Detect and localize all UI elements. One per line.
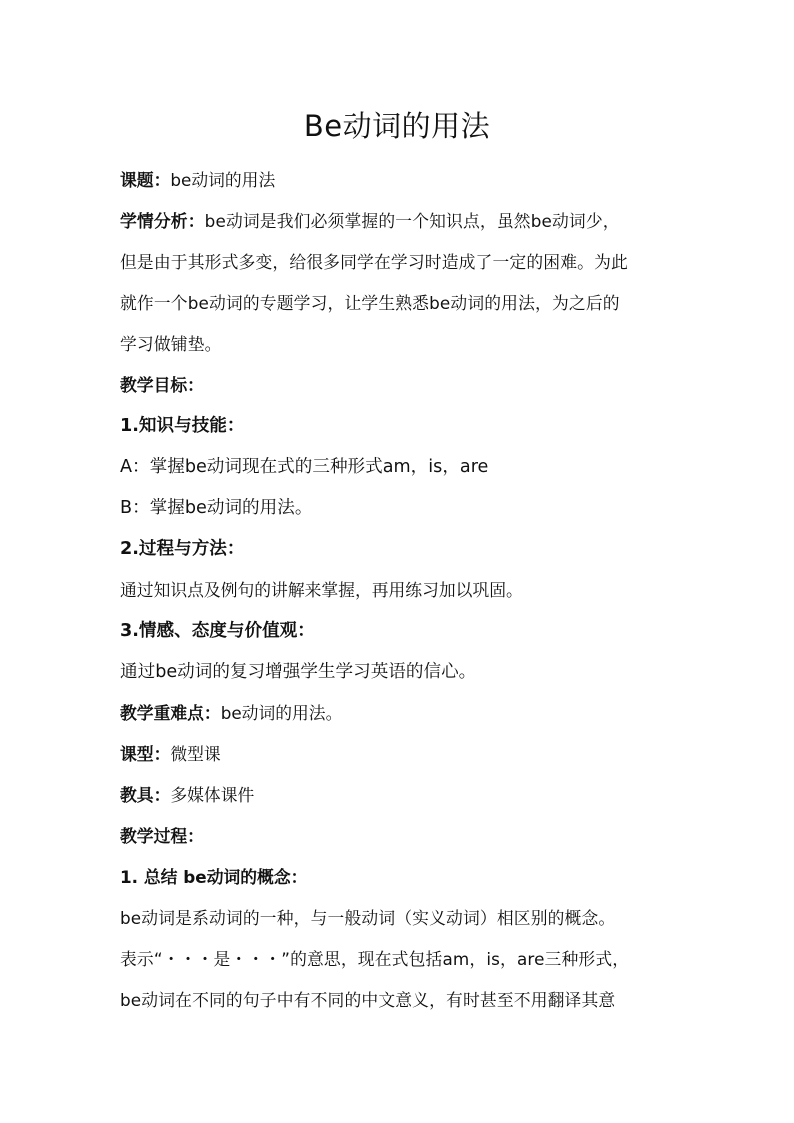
process-text: 通过知识点及例句的讲解来掌握，再用练习加以巩固。 bbox=[120, 580, 523, 600]
topic-value: be动词的用法 bbox=[170, 170, 276, 190]
knowledge-heading: 1.知识与技能： bbox=[120, 416, 245, 436]
key-points-label: 教学重难点： bbox=[120, 703, 221, 723]
procedure-row bbox=[120, 816, 680, 857]
step1-line-1: be动词是系动词的一种，与一般动词（实义动词）相区别的概念。 bbox=[120, 908, 616, 928]
process-heading: 2.过程与方法： bbox=[120, 539, 245, 559]
step1-heading-row bbox=[120, 857, 680, 898]
lesson-type-value: 微型课 bbox=[170, 744, 221, 764]
analysis-line-1 bbox=[120, 201, 680, 242]
analysis-line-4: 学习做铺垫。 bbox=[120, 334, 222, 354]
step1-line-3: be动词在不同的句子中有不同的中文意义，有时甚至不用翻译其意 bbox=[120, 990, 616, 1010]
document-title: Be动词的用法 bbox=[303, 109, 491, 143]
key-points-row bbox=[120, 693, 680, 734]
goals-label: 教学目标： bbox=[120, 375, 204, 395]
procedure-label: 教学过程： bbox=[120, 826, 204, 846]
process-heading-row bbox=[120, 529, 680, 570]
key-points-value: be动词的用法。 bbox=[220, 703, 343, 723]
analysis-label: 学情分析： bbox=[120, 211, 205, 231]
tools-value: 多媒体课件 bbox=[170, 785, 255, 805]
step1-heading: 1. 总结 be动词的概念： bbox=[120, 867, 308, 887]
tools-label: 教具： bbox=[120, 785, 171, 805]
analysis-line-3: 就作一个be动词的专题学习，让学生熟悉be动词的用法，为之后的 bbox=[120, 293, 620, 313]
knowledge-item-a: A：掌握be动词现在式的三种形式am，is，are bbox=[120, 457, 489, 477]
step1-line-2: 表示“・・・是・・・”的意思，现在式包括am，is，are三种形式， bbox=[120, 949, 630, 969]
knowledge-heading-row bbox=[120, 406, 680, 447]
knowledge-item-b: B：掌握be动词的用法。 bbox=[120, 498, 313, 518]
analysis-line-2: 但是由于其形式多变，给很多同学在学习时造成了一定的困难。为此 bbox=[120, 252, 628, 272]
emotion-text: 通过be动词的复习增强学生学习英语的信心。 bbox=[120, 662, 477, 682]
emotion-heading: 3.情感、态度与价值观： bbox=[120, 621, 315, 641]
topic-row bbox=[120, 160, 680, 201]
analysis-text-1: be动词是我们必须掌握的一个知识点，虽然be动词少， bbox=[204, 211, 620, 231]
emotion-heading-row bbox=[120, 611, 680, 652]
goals-row bbox=[120, 365, 680, 406]
topic-label: 课题： bbox=[120, 170, 171, 190]
document-body bbox=[120, 160, 680, 1021]
tools-row bbox=[120, 775, 680, 816]
lesson-type-label: 课型： bbox=[120, 744, 171, 764]
lesson-type-row bbox=[120, 734, 680, 775]
